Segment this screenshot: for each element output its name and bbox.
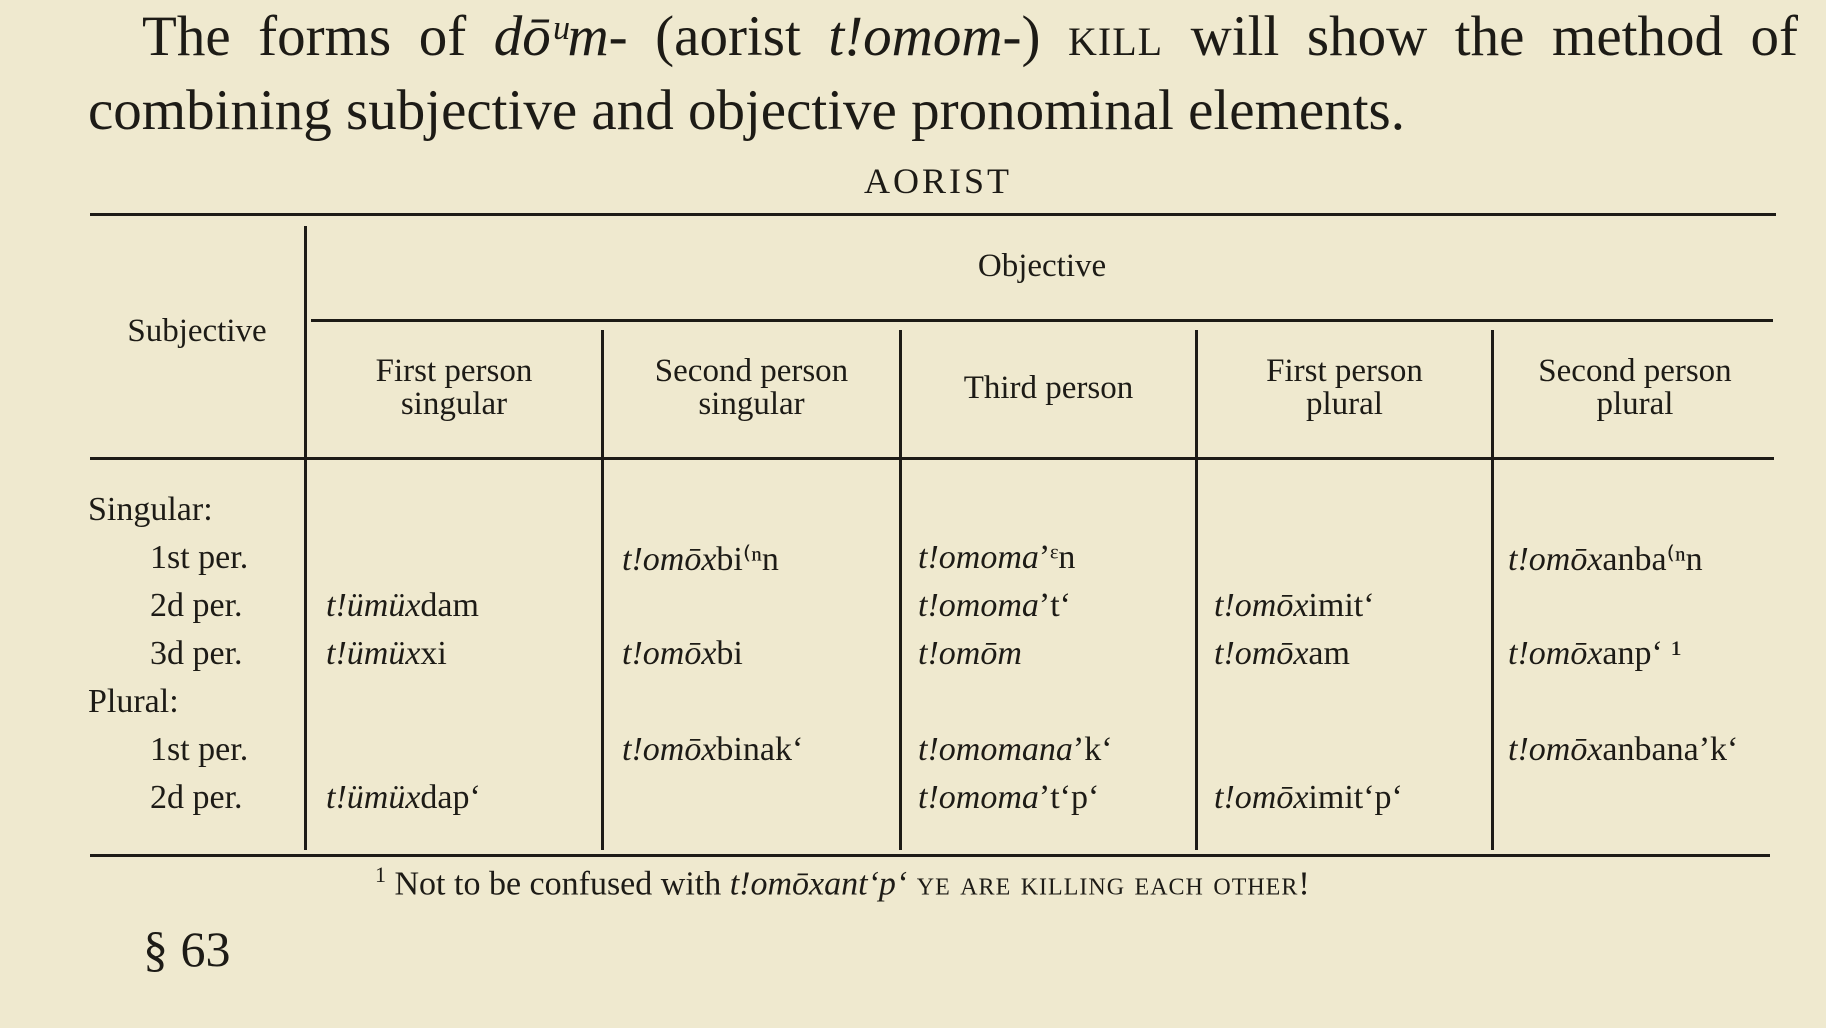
cell-form-stem: t!ümüx (326, 587, 421, 624)
cell-form-stem: t!omōx (1508, 541, 1603, 578)
cell-form-suffix: imitʻpʻ (1308, 779, 1403, 816)
cell-form-suffix: anpʻ ¹ (1602, 635, 1682, 672)
column-header-line: First person (375, 353, 533, 389)
footnote-mark: 1 (375, 862, 386, 887)
column-header-line: Third person (963, 370, 1134, 406)
table-cell (326, 635, 447, 673)
cell-form-stem: t!omoma (918, 587, 1039, 624)
cell-form-suffix: dam (420, 587, 479, 624)
table-cell (1508, 539, 1703, 579)
column-header-line: Second person (1538, 353, 1732, 389)
cell-form-stem: t!omōx (622, 635, 717, 672)
section-number: § 63 (143, 921, 231, 977)
table-top-rule (90, 213, 1776, 216)
row-label: 2d per. (150, 587, 243, 624)
intro-text-3: ) (1021, 5, 1069, 68)
cell-form-suffix: ʼtʻ (1038, 587, 1071, 624)
table-cell (1214, 587, 1375, 625)
objective-header: Objective (977, 248, 1107, 284)
cell-form-suffix: imitʻ (1308, 587, 1375, 624)
footnote-gloss: ye are killing each other! (907, 865, 1311, 903)
objective-rule (311, 319, 1773, 322)
row-label: 2d per. (150, 779, 243, 816)
footnote (375, 862, 1311, 903)
table-cell (918, 539, 1075, 577)
footnote-text: Not to be confused with (386, 865, 730, 903)
column-header-second-person-singular (604, 355, 899, 421)
column-header-line: plural (1596, 386, 1674, 422)
cell-form-stem: t!omomana (918, 731, 1073, 768)
table-cell (1214, 635, 1350, 673)
cell-form-stem: t!omoma (918, 539, 1039, 576)
cell-form-suffix: bi⁽ⁿn (716, 541, 779, 578)
intro-text-2: (aorist (627, 5, 829, 68)
column-header-line: First person (1266, 353, 1423, 389)
cell-form-suffix: dapʻ (420, 779, 481, 816)
table-cell (622, 635, 743, 673)
cell-form-stem: t!omōx (1214, 635, 1309, 672)
table-cell (1214, 779, 1403, 817)
cell-form-suffix: ʼtʻpʻ (1038, 779, 1100, 816)
intro-text-1: The forms of (142, 5, 494, 68)
cell-form-stem: t!omōx (1508, 731, 1603, 768)
cell-form-suffix: binakʻ (716, 731, 804, 768)
intro-gloss: kill (1068, 5, 1164, 68)
cell-form-stem: t!omōx (622, 731, 717, 768)
row-label: 3d per. (150, 635, 243, 672)
subjective-divider (304, 226, 307, 850)
intro-verb: dōᵘm- (493, 5, 628, 68)
subjective-header: Subjective (127, 313, 267, 349)
cell-form-suffix: ʼkʻ (1072, 731, 1113, 768)
column-header-line: Second person (654, 353, 849, 389)
column-divider (899, 330, 902, 850)
cell-form-stem: t!omōm (918, 635, 1022, 672)
column-header-first-person-plural (1198, 355, 1491, 421)
column-header-second-person-plural (1494, 355, 1776, 421)
cell-form-stem: t!ümüx (326, 635, 421, 672)
cell-form-suffix: anba⁽ⁿn (1602, 541, 1703, 578)
table-cell (326, 779, 481, 817)
table-cell (918, 635, 1022, 673)
cell-form-suffix: xi (420, 635, 447, 672)
cell-form-suffix: am (1308, 635, 1350, 672)
cell-form-stem: t!omōx (1508, 635, 1603, 672)
column-header-third-person (902, 372, 1195, 405)
column-header-line: plural (1306, 386, 1383, 422)
table-cell (918, 731, 1113, 769)
intro-aorist: t!omom- (828, 5, 1022, 68)
table-cell (622, 731, 803, 769)
group-label-singular: Singular: (88, 491, 213, 528)
table-caption: AORIST (863, 161, 1012, 201)
row-label: 1st per. (150, 539, 249, 576)
table-cell (1508, 635, 1682, 673)
table-cell (918, 587, 1071, 625)
cell-form-stem: t!omōx (1214, 779, 1309, 816)
group-label-plural: Plural: (88, 683, 179, 720)
table-cell (622, 539, 779, 579)
intro-text-4: will show the method of combining subjective and objective pronominal elements. (88, 5, 1798, 142)
header-bottom-rule (90, 457, 1774, 460)
cell-form-suffix: bi (716, 635, 743, 672)
cell-form-suffix: ʼᵋn (1038, 539, 1076, 576)
cell-form-stem: t!ümüx (326, 779, 421, 816)
cell-form-stem: t!omōx (622, 541, 717, 578)
table-cell (1508, 731, 1738, 769)
table-cell (918, 779, 1099, 817)
table-bottom-rule (90, 854, 1770, 857)
column-header-line: singular (400, 386, 508, 422)
intro-paragraph (88, 0, 1798, 148)
table-cell (326, 587, 479, 625)
row-label: 1st per. (150, 731, 249, 768)
cell-form-stem: t!omōx (1214, 587, 1309, 624)
cell-form-stem: t!omoma (918, 779, 1039, 816)
cell-form-suffix: anbanaʼkʻ (1602, 731, 1739, 768)
column-header-line: singular (698, 386, 805, 422)
column-header-first-person-singular (307, 355, 601, 421)
footnote-form: t!omōxantʻpʻ (729, 865, 908, 903)
